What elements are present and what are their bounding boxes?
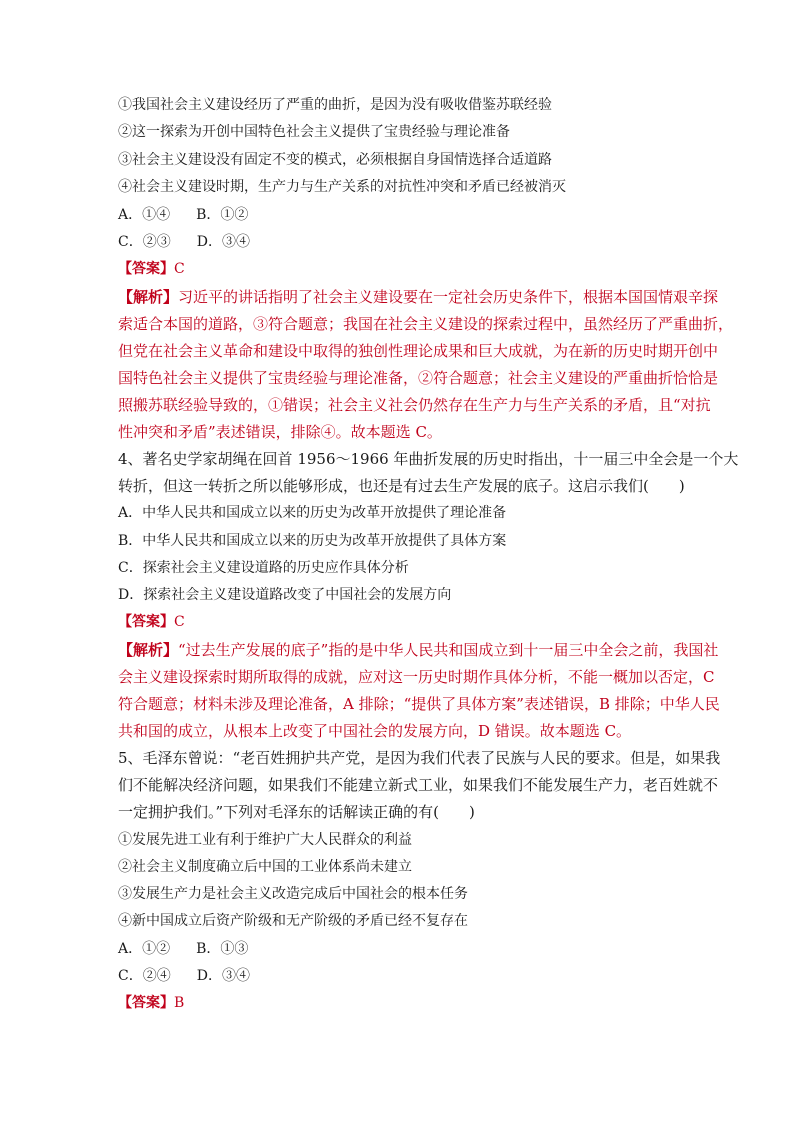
q5-stem-line-3: 一定拥护我们。”下列对毛泽东的话解读正确的有( ) xyxy=(118,803,475,821)
q3-analysis-line-3: 但党在社会主义革命和建设中取得的独创性理论成果和巨大成就，为在新的历史时期开创中 xyxy=(118,342,719,360)
q4-option-d: D．探索社会主义建设道路改变了中国社会的发展方向 xyxy=(118,587,452,603)
analysis-tag: 【解析】 xyxy=(118,288,179,306)
q3-analysis-line-2: 索适合本国的道路，③符合题意；我国在社会主义建设的探索过程中，虽然经历了严重曲折， xyxy=(118,315,734,333)
q3-analysis-line-6: 性冲突和矛盾”表述错误，排除④。故本题选 C。 xyxy=(118,423,442,441)
q5-item-1: ①发展先进工业有利于维护广大人民群众的利益 xyxy=(118,832,412,848)
q4-stem-line-2: 转折，但这一转折之所以能够形成，也还是有过去生产发展的底子。这启示我们( ) xyxy=(118,477,685,495)
q3-item-3: ③社会主义建设没有固定不变的模式，必须根据自身国情选择合适道路 xyxy=(118,152,552,168)
analysis-text: 习近平的讲话指明了社会主义建设要在一定社会历史条件下，根据本国国情艰辛探 xyxy=(178,288,719,306)
answer-value: B xyxy=(174,995,185,1011)
q3-item-4: ④社会主义建设时期，生产力与生产关系的对抗性冲突和矛盾已经被消灭 xyxy=(118,179,566,195)
analysis-text: “过去生产发展的底子”指的是中华人民共和国成立到十一届三中全会之前，我国社 xyxy=(178,641,719,659)
q5-item-4: ④新中国成立后资产阶级和无产阶级的矛盾已经不复存在 xyxy=(118,913,468,929)
q3-option-d: D．③④ xyxy=(196,234,250,250)
q5-options-row-2 xyxy=(118,966,250,986)
q4-answer xyxy=(118,612,185,632)
q5-option-a: A．①② xyxy=(118,941,171,957)
q3-analysis-line-5: 照搬苏联经验导致的，①错误；社会主义社会仍然存在生产力与生产关系的矛盾，且“对抗 xyxy=(118,396,711,414)
q3-option-c: C．②③ xyxy=(118,234,171,250)
q3-options-row-2 xyxy=(118,232,250,252)
q3-analysis-line-1 xyxy=(118,287,718,307)
answer-value: C xyxy=(174,261,185,277)
q5-item-2: ②社会主义制度确立后中国的工业体系尚未建立 xyxy=(118,859,412,875)
answer-value: C xyxy=(174,614,185,630)
answer-tag: 【答案】 xyxy=(118,614,174,630)
q4-stem-line-1: 4、著名史学家胡绳在回首 1956～1966 年曲折发展的历史时指出，十一届三中全会是一个大 xyxy=(118,450,739,468)
q5-option-b: B．①③ xyxy=(196,941,249,957)
q5-options-row-1 xyxy=(118,939,248,959)
q3-analysis-line-4: 国特色社会主义提供了宝贵经验与理论准备，②符合题意；社会主义建设的严重曲折恰恰是 xyxy=(118,369,719,387)
q5-option-d: D．③④ xyxy=(196,968,250,984)
q3-options-row-1 xyxy=(118,205,248,225)
q5-answer xyxy=(118,993,184,1013)
q4-analysis-line-4: 共和国的成立，从根本上改变了中国社会的发展方向，D 错误。故本题选 C。 xyxy=(118,722,632,740)
q5-stem-line-1: 5、毛泽东曾说：“老百姓拥护共产党，是因为我们代表了民族与人民的要求。但是，如果我 xyxy=(118,749,721,767)
q5-item-3: ③发展生产力是社会主义改造完成后中国社会的根本任务 xyxy=(118,886,468,902)
q3-item-2: ②这一探索为开创中国特色社会主义提供了宝贵经验与理论准备 xyxy=(118,124,510,140)
q4-option-b: B．中华人民共和国成立以来的历史为改革开放提供了具体方案 xyxy=(118,533,507,549)
q5-option-c: C．②④ xyxy=(118,968,171,984)
q4-analysis-line-1 xyxy=(118,640,718,660)
answer-tag: 【答案】 xyxy=(118,995,174,1011)
q3-option-b: B．①② xyxy=(196,207,249,223)
q4-analysis-line-3: 符合题意；材料未涉及理论准备，A 排除；“提供了具体方案”表述错误，B 排除；中华人民 xyxy=(118,695,720,713)
q3-option-a: A．①④ xyxy=(118,207,171,223)
analysis-tag: 【解析】 xyxy=(118,641,179,659)
answer-tag: 【答案】 xyxy=(118,261,174,277)
q4-option-a: A．中华人民共和国成立以来的历史为改革开放提供了理论准备 xyxy=(118,505,507,521)
q3-answer xyxy=(118,259,185,279)
q5-stem-line-2: 们不能解决经济问题，如果我们不能建立新式工业，如果我们不能发展生产力，老百姓就不 xyxy=(118,776,719,794)
q4-analysis-line-2: 会主义建设探索时期所取得的成就，应对这一历史时期作具体分析，不能一概加以否定，C xyxy=(118,668,715,686)
q3-item-1: ①我国社会主义建设经历了严重的曲折，是因为没有吸收借鉴苏联经验 xyxy=(118,97,552,113)
q4-option-c: C．探索社会主义建设道路的历史应作具体分析 xyxy=(118,560,409,576)
